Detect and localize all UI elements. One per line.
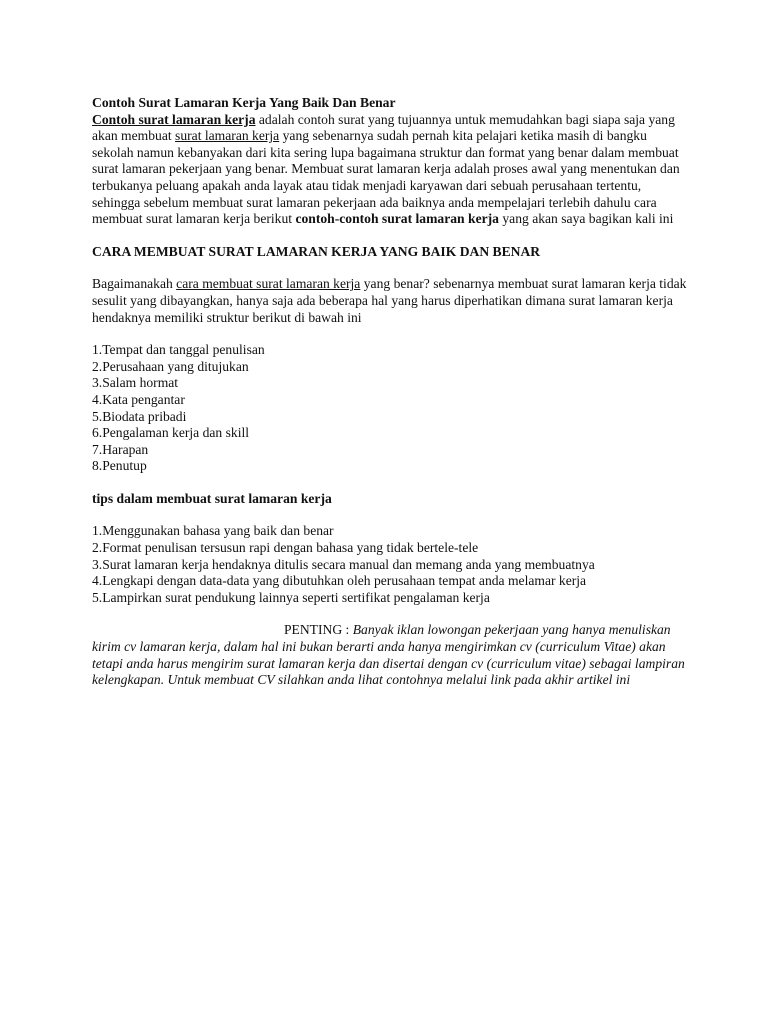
para2-link-cara-membuat[interactable]: cara membuat surat lamaran kerja — [176, 276, 361, 292]
intro-link-contoh-surat[interactable]: Contoh surat lamaran kerja — [92, 111, 256, 127]
list-item: 1.Tempat dan tanggal penulisan — [92, 342, 265, 358]
intro-text-3: yang akan saya bagikan kali ini — [498, 211, 674, 227]
penting-text: Banyak iklan lowongan pekerjaan yang hanya menuliskan kirim cv lamaran kerja, dalam hal ini bukan berarti anda hanya mengirimkan cv (curriculum Vitae) akan tetapi anda harus mengirim surat lamaran kerja dan disertai dengan cv (curriculum vitae) sebagai lampiran kelengkapan. Untuk membuat CV silahkan anda lihat contohnya melalui link pada akhir artikel ini — [92, 622, 685, 688]
tips-heading: tips dalam membuat surat lamaran kerja — [92, 490, 332, 506]
list-item: 5.Lampirkan surat pendukung lainnya seperti sertifikat pengalaman kerja — [92, 589, 490, 605]
intro-text-1: adalah contoh surat yang tujuannya untuk memudahkan bagi siapa saja yang akan membuat — [92, 111, 675, 144]
section-heading: CARA MEMBUAT SURAT LAMARAN KERJA YANG BAIK DAN BENAR — [92, 243, 541, 259]
list-item: 5.Biodata pribadi — [92, 408, 187, 424]
list-item: 2.Perusahaan yang ditujukan — [92, 358, 249, 374]
intro-text-2: yang sebenarnya sudah pernah kita pelajari ketika masih di bangku sekolah namun kebanyakan dari kita sering lupa bagaimana struktur dan format yang benar dalam membuat surat lamaran pekerjaan yang benar. Membuat surat lamaran kerja adalah proses awal yang menentukan dan terbukanya peluang apakah anda layak atau tidak menjadi karyawan dari sebuah perusahaan tertentu, sehingga sebelum membuat surat lamaran pekerjaan ada baiknya anda mempelajari terlebih dahulu cara membuat surat lamaran kerja berikut — [92, 128, 680, 227]
document-title: Contoh Surat Lamaran Kerja Yang Baik Dan Benar — [92, 95, 396, 110]
list-item: 6.Pengalaman kerja dan skill — [92, 425, 250, 441]
list-item: 1.Menggunakan bahasa yang baik dan benar — [92, 523, 334, 539]
list-item: 7.Harapan — [92, 441, 149, 457]
structure-paragraph — [92, 276, 688, 326]
intro-link-surat-lamaran[interactable]: surat lamaran kerja — [175, 128, 280, 144]
list-item: 3.Salam hormat — [92, 375, 179, 391]
intro-bold-contoh: contoh-contoh surat lamaran kerja — [295, 211, 499, 227]
para2-text-2: yang benar? sebenarnya membuat surat lamaran kerja tidak sesulit yang dibayangkan, hanya saja ada beberapa hal yang harus diperhatikan dimana surat lamaran kerja hendaknya memiliki struktur berikut di bawah ini — [92, 276, 687, 325]
structure-list — [92, 342, 688, 475]
list-item: 4.Kata pengantar — [92, 391, 185, 407]
list-item: 2.Format penulisan tersusun rapi dengan bahasa yang tidak bertele-tele — [92, 540, 479, 556]
para2-text-1: Bagaimanakah — [92, 276, 177, 292]
tips-list — [92, 523, 688, 606]
penting-note — [92, 622, 688, 688]
list-item: 4.Lengkapi dengan data-data yang dibutuhkan oleh perusahaan tempat anda melamar kerja — [92, 573, 587, 589]
intro-paragraph — [92, 112, 688, 228]
list-item: 8.Penutup — [92, 458, 147, 474]
penting-label: PENTING : — [284, 622, 353, 638]
list-item: 3.Surat lamaran kerja hendaknya ditulis secara manual dan memang anda yang membuatnya — [92, 556, 595, 572]
